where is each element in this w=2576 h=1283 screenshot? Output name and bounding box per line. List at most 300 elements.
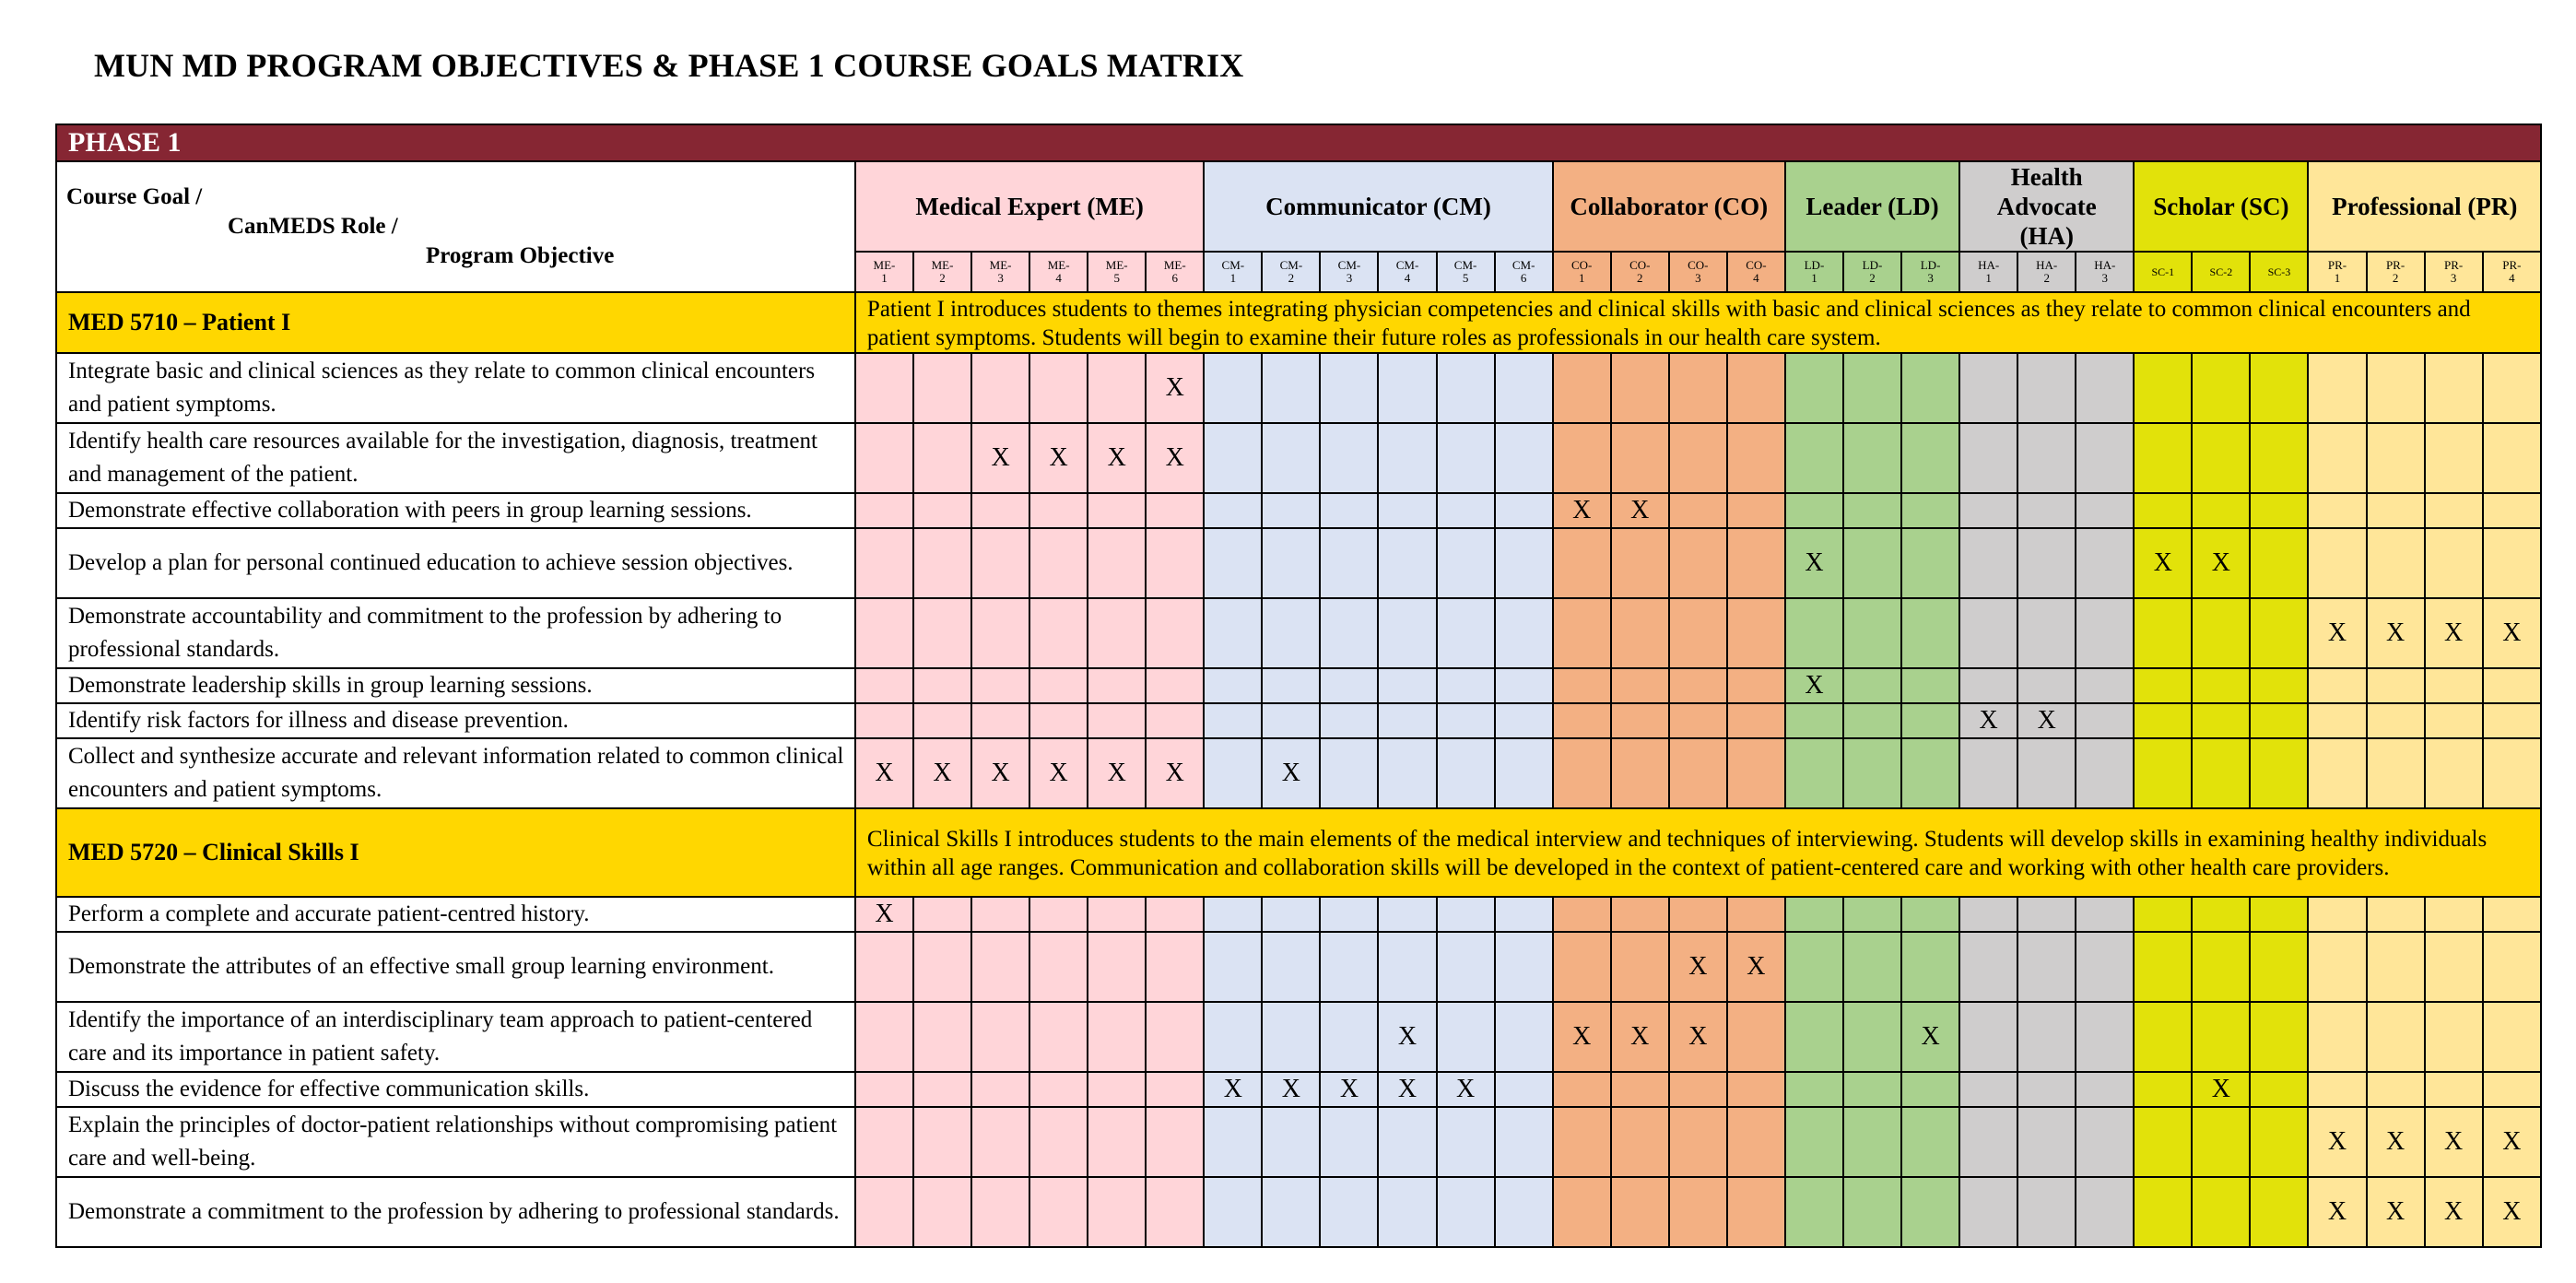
matrix-cell-co-3 [1669,353,1727,423]
role-header-sc: Scholar (SC) [2134,161,2308,252]
goals-matrix [55,124,2542,1248]
matrix-cell-cm-2 [1262,493,1320,528]
objective-code-part: 1 [1229,271,1237,285]
matrix-cell-pr-1 [2308,1072,2366,1107]
objective-code-part: PR- [2444,258,2464,272]
matrix-cell-cm-2 [1262,1072,1320,1107]
matrix-cell-sc-1 [2134,703,2192,738]
objective-code-part: 5 [1462,271,1469,285]
matrix-cell-co-3 [1669,528,1727,598]
matrix-cell-pr-4 [2483,738,2541,808]
course-goal-text: Demonstrate leadership skills in group learning sessions. [56,668,855,703]
matrix-cell-pr-3 [2425,703,2483,738]
matrix-cell-pr-2 [2367,897,2425,932]
matrix-cell-cm-5 [1437,353,1495,423]
goal-row [56,528,2541,598]
matrix-cell-me-4 [1029,423,1088,493]
matrix-cell-ld-2 [1843,932,1901,1002]
matrix-cell-me-6 [1146,932,1204,1002]
objective-mark: X [2444,618,2464,647]
matrix-cell-me-5 [1088,423,1146,493]
objective-mark: X [1397,1075,1417,1103]
matrix-cell-cm-2 [1262,598,1320,668]
matrix-cell-cm-5 [1437,932,1495,1002]
matrix-cell-cm-3 [1320,897,1378,932]
matrix-cell-cm-5 [1437,1177,1495,1247]
course-row [56,292,2541,353]
objective-code-part: HA- [2036,258,2058,272]
goal-row [56,353,2541,423]
matrix-cell-sc-2 [2192,493,2250,528]
matrix-cell-cm-5 [1437,897,1495,932]
objective-code-part: 1 [1985,271,1992,285]
matrix-cell-co-4 [1727,668,1785,703]
matrix-cell-me-2 [913,1177,971,1247]
objective-code-part: 3 [1927,271,1934,285]
objective-mark: X [875,759,894,787]
matrix-cell-me-3 [971,1177,1029,1247]
matrix-cell-pr-1 [2308,353,2366,423]
matrix-cell-co-4 [1727,1107,1785,1177]
objective-code-part: CO- [1629,258,1651,272]
objective-mark: X [1165,373,1184,402]
objective-mark: X [991,759,1010,787]
matrix-cell-me-3 [971,738,1029,808]
matrix-cell-ha-2 [2017,738,2076,808]
matrix-cell-cm-2 [1262,932,1320,1002]
matrix-cell-pr-2 [2367,1072,2425,1107]
role-header-pr: Professional (PR) [2308,161,2541,252]
matrix-cell-cm-2 [1262,668,1320,703]
matrix-cell-me-3 [971,598,1029,668]
objective-mark: X [1281,1075,1300,1103]
matrix-cell-cm-2 [1262,353,1320,423]
course-goal-text: Collect and synthesize accurate and relevant information related to common clinical encounters and patient symptoms. [56,738,855,808]
matrix-cell-sc-2 [2192,598,2250,668]
matrix-cell-cm-2 [1262,703,1320,738]
goal-row [56,1002,2541,1072]
matrix-cell-co-2 [1611,1002,1669,1072]
matrix-cell-cm-5 [1437,528,1495,598]
matrix-cell-sc-1 [2134,1002,2192,1072]
objective-mark: X [875,900,894,928]
matrix-cell-pr-1 [2308,423,2366,493]
matrix-cell-me-2 [913,738,971,808]
matrix-cell-ha-1 [1959,738,2017,808]
matrix-cell-pr-2 [2367,932,2425,1002]
objective-mark: X [2502,1197,2522,1226]
matrix-cell-cm-3 [1320,528,1378,598]
matrix-cell-ld-3 [1901,493,1959,528]
objective-code-part: PR- [2327,258,2347,272]
matrix-cell-ha-3 [2076,897,2134,932]
matrix-cell-ld-1 [1785,598,1843,668]
matrix-cell-ha-3 [2076,1107,2134,1177]
matrix-cell-sc-3 [2250,738,2308,808]
matrix-cell-sc-2 [2192,423,2250,493]
matrix-cell-ha-3 [2076,493,2134,528]
matrix-cell-me-3 [971,1072,1029,1107]
matrix-cell-ha-3 [2076,423,2134,493]
corner-line-course-goal: Course Goal / [66,184,203,209]
objective-code-ld-1 [1785,252,1843,292]
matrix-cell-sc-1 [2134,668,2192,703]
objective-code-sc-1 [2134,252,2192,292]
matrix-cell-me-2 [913,1107,971,1177]
objective-mark: X [1805,548,1824,577]
matrix-cell-pr-1 [2308,703,2366,738]
matrix-cell-pr-2 [2367,1002,2425,1072]
matrix-cell-cm-1 [1204,493,1262,528]
objective-mark: X [1572,496,1592,524]
goal-row [56,493,2541,528]
matrix-cell-me-6 [1146,668,1204,703]
course-goal-text: Identify the importance of an interdisciplinary team approach to patient-centered care and its importance in patient safety. [56,1002,855,1072]
matrix-cell-sc-1 [2134,932,2192,1002]
course-goal-text: Perform a complete and accurate patient-centred history. [56,897,855,932]
objective-code-part: LD- [1862,258,1883,272]
objective-mark: X [2327,618,2347,647]
matrix-cell-me-1 [855,932,913,1002]
matrix-cell-ha-1 [1959,897,2017,932]
objective-code-part: 5 [1113,271,1120,285]
objective-code-part: 2 [1288,271,1295,285]
matrix-cell-pr-4 [2483,493,2541,528]
matrix-cell-ha-2 [2017,1072,2076,1107]
matrix-cell-pr-3 [2425,1002,2483,1072]
matrix-cell-me-4 [1029,353,1088,423]
matrix-cell-me-2 [913,528,971,598]
matrix-cell-cm-6 [1495,528,1553,598]
objective-code-pr-4 [2483,252,2541,292]
matrix-cell-sc-1 [2134,598,2192,668]
matrix-cell-sc-1 [2134,493,2192,528]
matrix-cell-cm-5 [1437,703,1495,738]
matrix-cell-me-1 [855,703,913,738]
matrix-cell-ha-3 [2076,1072,2134,1107]
matrix-cell-ha-3 [2076,932,2134,1002]
matrix-cell-cm-6 [1495,1002,1553,1072]
matrix-cell-co-3 [1669,1072,1727,1107]
matrix-cell-pr-2 [2367,1107,2425,1177]
matrix-cell-ld-1 [1785,1072,1843,1107]
matrix-cell-ld-1 [1785,668,1843,703]
objective-code-ha-3 [2076,252,2134,292]
goal-row [56,1072,2541,1107]
course-goal-text: Demonstrate accountability and commitment to the profession by adhering to professional standards. [56,598,855,668]
matrix-cell-ha-3 [2076,1177,2134,1247]
objective-code-part: SC-3 [2267,265,2291,278]
matrix-cell-ha-1 [1959,423,2017,493]
matrix-cell-ha-2 [2017,1107,2076,1177]
matrix-cell-pr-1 [2308,528,2366,598]
matrix-cell-pr-4 [2483,1107,2541,1177]
matrix-cell-co-1 [1553,1107,1611,1177]
objective-code-part: ME- [931,258,954,272]
matrix-cell-sc-2 [2192,703,2250,738]
matrix-cell-co-1 [1553,353,1611,423]
matrix-cell-co-4 [1727,897,1785,932]
matrix-cell-co-1 [1553,598,1611,668]
matrix-cell-sc-3 [2250,528,2308,598]
matrix-cell-cm-3 [1320,932,1378,1002]
matrix-cell-me-6 [1146,598,1204,668]
objective-code-pr-1 [2308,252,2366,292]
matrix-cell-me-6 [1146,528,1204,598]
matrix-cell-ld-1 [1785,1107,1843,1177]
matrix-cell-cm-2 [1262,897,1320,932]
objective-mark: X [2502,618,2522,647]
objective-code-part: CM- [1511,258,1535,272]
matrix-cell-ld-3 [1901,1107,1959,1177]
objective-mark: X [1281,759,1300,787]
matrix-cell-me-1 [855,897,913,932]
matrix-cell-ha-3 [2076,738,2134,808]
matrix-cell-ld-2 [1843,703,1901,738]
objective-code-co-4 [1727,252,1785,292]
role-header-co: Collaborator (CO) [1553,161,1785,252]
course-name: MED 5710 – Patient I [56,292,855,353]
objective-code-part: ME- [1047,258,1070,272]
matrix-cell-ld-1 [1785,423,1843,493]
matrix-cell-pr-3 [2425,353,2483,423]
matrix-cell-cm-1 [1204,668,1262,703]
matrix-cell-sc-1 [2134,1177,2192,1247]
matrix-cell-sc-1 [2134,1107,2192,1177]
matrix-cell-me-2 [913,423,971,493]
matrix-cell-co-1 [1553,493,1611,528]
matrix-cell-cm-6 [1495,668,1553,703]
objective-code-part: 3 [1346,271,1353,285]
goal-row [56,897,2541,932]
matrix-cell-ld-1 [1785,1177,1843,1247]
matrix-cell-co-2 [1611,423,1669,493]
objective-code-part: 1 [1578,271,1585,285]
matrix-cell-ld-3 [1901,528,1959,598]
matrix-cell-cm-6 [1495,932,1553,1002]
matrix-cell-cm-2 [1262,528,1320,598]
matrix-cell-sc-3 [2250,598,2308,668]
objective-code-part: ME- [1105,258,1128,272]
matrix-cell-cm-1 [1204,1002,1262,1072]
matrix-cell-pr-4 [2483,1177,2541,1247]
objective-code-part: ME- [1163,258,1186,272]
matrix-cell-cm-3 [1320,1072,1378,1107]
objective-code-part: CM- [1395,258,1419,272]
matrix-cell-cm-5 [1437,598,1495,668]
matrix-cell-sc-2 [2192,528,2250,598]
objective-code-part: LD- [1920,258,1941,272]
course-row [56,808,2541,897]
matrix-cell-ld-2 [1843,528,1901,598]
matrix-cell-pr-4 [2483,1002,2541,1072]
objective-code-part: 3 [1695,271,1701,285]
matrix-cell-co-3 [1669,1107,1727,1177]
matrix-cell-pr-2 [2367,423,2425,493]
objective-code-co-2 [1611,252,1669,292]
matrix-cell-ld-3 [1901,932,1959,1002]
matrix-cell-sc-1 [2134,423,2192,493]
matrix-cell-me-5 [1088,353,1146,423]
matrix-cell-me-1 [855,738,913,808]
matrix-cell-co-4 [1727,932,1785,1002]
objective-mark: X [2502,1127,2522,1156]
matrix-cell-ld-1 [1785,1002,1843,1072]
matrix-cell-cm-6 [1495,493,1553,528]
matrix-cell-sc-3 [2250,932,2308,1002]
matrix-cell-co-4 [1727,598,1785,668]
document-title: MUN MD PROGRAM OBJECTIVES & PHASE 1 COURSE GOALS MATRIX [94,47,1244,84]
matrix-cell-pr-3 [2425,1177,2483,1247]
matrix-cell-me-3 [971,1107,1029,1177]
matrix-cell-me-3 [971,493,1029,528]
matrix-cell-co-1 [1553,528,1611,598]
matrix-cell-pr-2 [2367,528,2425,598]
objective-mark: X [1921,1022,1940,1051]
matrix-cell-me-5 [1088,1072,1146,1107]
matrix-cell-co-4 [1727,528,1785,598]
goal-row [56,668,2541,703]
objective-mark: X [2327,1127,2347,1156]
matrix-cell-ld-3 [1901,1177,1959,1247]
matrix-cell-sc-3 [2250,897,2308,932]
objective-code-part: CO- [1746,258,1767,272]
matrix-cell-pr-2 [2367,598,2425,668]
goal-row [56,738,2541,808]
matrix-cell-co-1 [1553,1002,1611,1072]
matrix-cell-ld-1 [1785,703,1843,738]
matrix-cell-cm-2 [1262,1002,1320,1072]
objective-code-co-1 [1553,252,1611,292]
matrix-cell-co-3 [1669,598,1727,668]
objective-code-part: CO- [1688,258,1709,272]
matrix-cell-ld-2 [1843,668,1901,703]
matrix-cell-co-2 [1611,668,1669,703]
matrix-cell-cm-3 [1320,1107,1378,1177]
matrix-cell-me-6 [1146,493,1204,528]
matrix-cell-ha-1 [1959,353,2017,423]
matrix-cell-me-6 [1146,1072,1204,1107]
matrix-cell-sc-1 [2134,738,2192,808]
matrix-cell-me-5 [1088,598,1146,668]
objective-code-part: PR- [2385,258,2405,272]
matrix-cell-co-1 [1553,1177,1611,1247]
matrix-cell-co-2 [1611,1107,1669,1177]
matrix-cell-co-1 [1553,897,1611,932]
objective-code-part: PR- [2502,258,2522,272]
objective-mark: X [933,759,952,787]
objective-code-part: 2 [939,271,946,285]
objective-code-co-3 [1669,252,1727,292]
matrix-cell-ld-3 [1901,1002,1959,1072]
matrix-cell-cm-4 [1378,598,1436,668]
objective-code-me-4 [1029,252,1088,292]
matrix-cell-co-3 [1669,1177,1727,1247]
matrix-cell-ld-2 [1843,423,1901,493]
matrix-cell-sc-3 [2250,1072,2308,1107]
matrix-cell-co-4 [1727,1072,1785,1107]
matrix-cell-ld-2 [1843,493,1901,528]
matrix-cell-ha-2 [2017,423,2076,493]
matrix-cell-pr-1 [2308,668,2366,703]
matrix-cell-co-2 [1611,1072,1669,1107]
matrix-cell-ha-1 [1959,1002,2017,1072]
objective-code-part: 2 [2043,271,2050,285]
matrix-cell-me-5 [1088,932,1146,1002]
matrix-cell-ld-3 [1901,897,1959,932]
objective-code-part: 4 [1055,271,1062,285]
objective-mark: X [1049,443,1068,472]
matrix-cell-me-4 [1029,738,1088,808]
matrix-cell-co-2 [1611,738,1669,808]
matrix-cell-cm-3 [1320,353,1378,423]
objective-code-part: LD- [1804,258,1825,272]
matrix-cell-co-3 [1669,703,1727,738]
matrix-cell-cm-1 [1204,353,1262,423]
objective-mark: X [2385,1127,2405,1156]
matrix-cell-pr-3 [2425,1107,2483,1177]
objective-code-part: 2 [1869,271,1876,285]
course-goal-text: Demonstrate a commitment to the profession by adhering to professional standards. [56,1177,855,1247]
matrix-cell-cm-6 [1495,1072,1553,1107]
matrix-cell-ha-1 [1959,1177,2017,1247]
matrix-cell-cm-5 [1437,493,1495,528]
matrix-cell-ha-2 [2017,1002,2076,1072]
matrix-cell-co-3 [1669,897,1727,932]
objective-mark: X [1165,759,1184,787]
matrix-cell-ha-3 [2076,1002,2134,1072]
matrix-cell-co-3 [1669,493,1727,528]
matrix-cell-ha-2 [2017,353,2076,423]
matrix-cell-cm-4 [1378,1177,1436,1247]
matrix-cell-pr-1 [2308,1107,2366,1177]
matrix-cell-ld-1 [1785,738,1843,808]
matrix-cell-ld-3 [1901,598,1959,668]
matrix-cell-sc-2 [2192,897,2250,932]
matrix-cell-pr-4 [2483,703,2541,738]
matrix-cell-cm-4 [1378,897,1436,932]
matrix-cell-ha-1 [1959,528,2017,598]
matrix-cell-sc-3 [2250,493,2308,528]
matrix-cell-me-2 [913,493,971,528]
objective-mark: X [2385,618,2405,647]
objective-mark: X [1630,1022,1650,1051]
matrix-cell-ld-1 [1785,353,1843,423]
matrix-cell-ha-2 [2017,1177,2076,1247]
objective-code-part: 2 [2392,271,2399,285]
matrix-cell-me-3 [971,353,1029,423]
matrix-cell-cm-4 [1378,1072,1436,1107]
matrix-cell-me-1 [855,1107,913,1177]
goal-row [56,598,2541,668]
matrix-cell-me-5 [1088,1002,1146,1072]
matrix-cell-cm-3 [1320,493,1378,528]
matrix-cell-co-4 [1727,1002,1785,1072]
matrix-cell-cm-1 [1204,897,1262,932]
matrix-cell-me-6 [1146,1107,1204,1177]
matrix-cell-cm-1 [1204,423,1262,493]
objective-mark: X [1165,443,1184,472]
matrix-cell-cm-4 [1378,353,1436,423]
objective-code-cm-2 [1262,252,1320,292]
course-goal-text: Develop a plan for personal continued education to achieve session objectives. [56,528,855,598]
matrix-cell-cm-4 [1378,932,1436,1002]
matrix-cell-me-4 [1029,1002,1088,1072]
matrix-cell-ld-3 [1901,423,1959,493]
objective-mark: X [1049,759,1068,787]
matrix-cell-ld-1 [1785,493,1843,528]
matrix-cell-pr-4 [2483,1072,2541,1107]
